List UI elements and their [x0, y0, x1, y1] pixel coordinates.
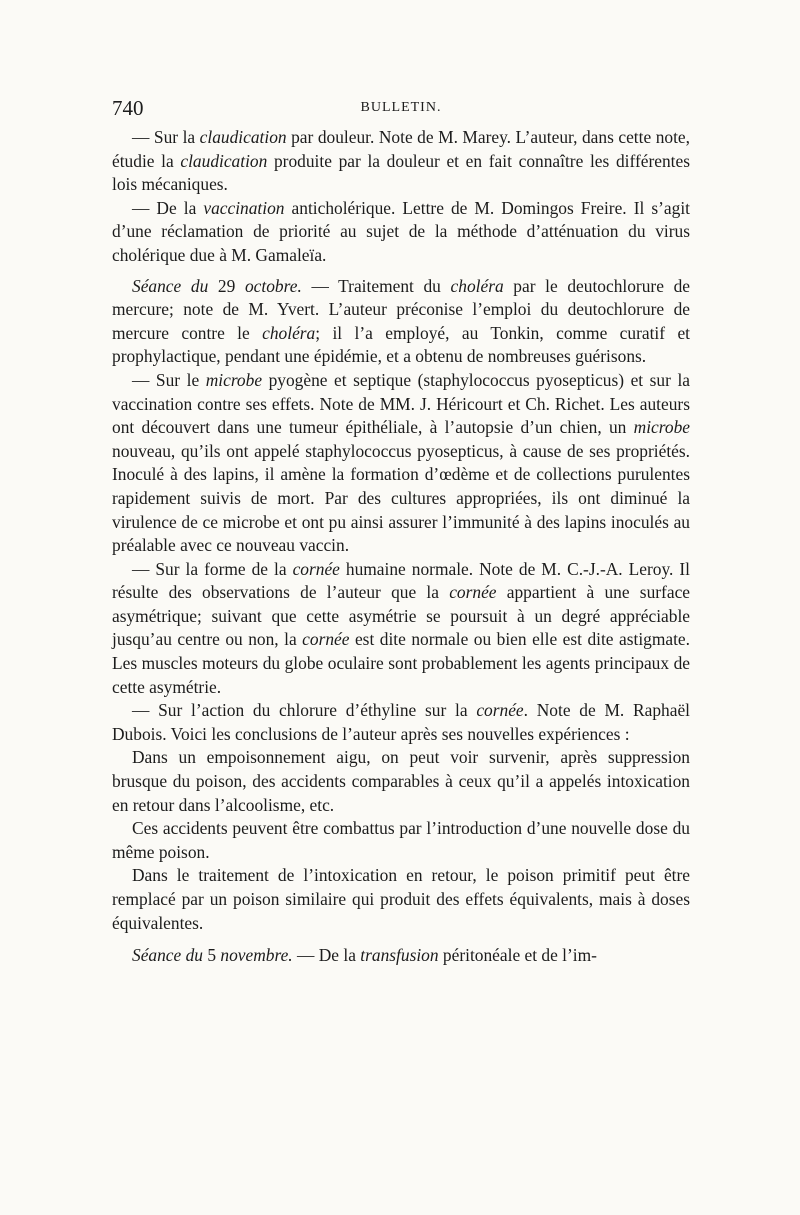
page-body — [112, 126, 690, 968]
paragraph-vaccination: — De la vaccination anticholérique. Lettre de M. Domingos Freire. Il s’agit d’une réclamation de priorité au sujet de la méthode d’atténuation du virus cholérique due à M. Gamaleïa. — [112, 197, 691, 265]
paragraph-traitement: Dans le traitement de l’intoxication en retour, le poison primitif peut être remplacé par un poison similaire qui produit des effets équivalents, mais à doses équivalentes. — [112, 865, 690, 933]
page-number: 740 — [112, 96, 144, 120]
paragraph-claudication: — Sur la claudication par douleur. Note de M. Marey. L’auteur, dans cette note, étudie la claudication produite par la douleur et en fait connaître les différentes lois mécaniques. — [112, 127, 690, 195]
paragraph-accidents: Ces accidents peuvent être combattus par l’introduction d’une nouvelle dose du même poison. — [112, 818, 690, 862]
paragraph-seance-5-novembre: Séance du 5 novembre. — De la transfusion péritonéale et de l’im- — [132, 945, 597, 966]
paragraph-empoisonnement: Dans un empoisonnement aigu, on peut voir survenir, après suppression brusque du poison, des accidents comparables à ceux qu’il a appelés intoxication en retour dans l’alcoolisme, etc. — [112, 747, 690, 815]
page-header — [112, 96, 690, 122]
paragraph-microbe: — Sur le microbe pyogène et septique (staphylococcus pyosepticus) et sur la vaccination contre ses effets. Note de MM. J. Héricourt et Ch. Richet. Les auteurs ont découvert dans une tumeur épithéliale, à l’autopsie d’un chien, un microbe nouveau, qu’ils ont appelé staphylococcus pyosepticus, à cause de ses propriétés. Inoculé à des lapins, il amène la formation d’œdème et de collections purulentes rapidement suivis de mort. Par des cultures appropriées, ils ont diminué la virulence de ce microbe et ont pu ainsi assurer l’immunité à des lapins inoculés au préalable avec ce nouveau vaccin. — [112, 369, 690, 556]
running-title: BULLETIN. — [360, 100, 442, 115]
paragraph-cornee-forme: — Sur la forme de la cornée humaine normale. Note de M. C.-J.-A. Leroy. Il résulte des observations de l’auteur que la cornée appartient à une surface asymétrique; suivant que cette asymétrie se poursuit à un degré appréciable jusqu’au centre ou non, la cornée est dite normale ou bien elle est dite astigmate. Les muscles moteurs du globe oculaire sont probablement les agents principaux de cette asymétrie. — [112, 558, 691, 697]
paragraph-chlorure-ethyline: — Sur l’action du chlorure d’éthyline sur la cornée. Note de M. Raphaël Dubois. Voici les conclusions de l’auteur après ses nouvelles expériences : — [112, 700, 690, 744]
paragraph-seance-29-octobre: Séance du 29 octobre. — Traitement du choléra par le deutochlorure de mercure; note de M. Yvert. L’auteur préconise l’emploi du deutochlorure de mercure contre le choléra; il l’a employé, au Tonkin, comme curatif et prophylactique, pendant une épidémie, et a obtenu de nombreuses guérisons. — [112, 275, 690, 367]
